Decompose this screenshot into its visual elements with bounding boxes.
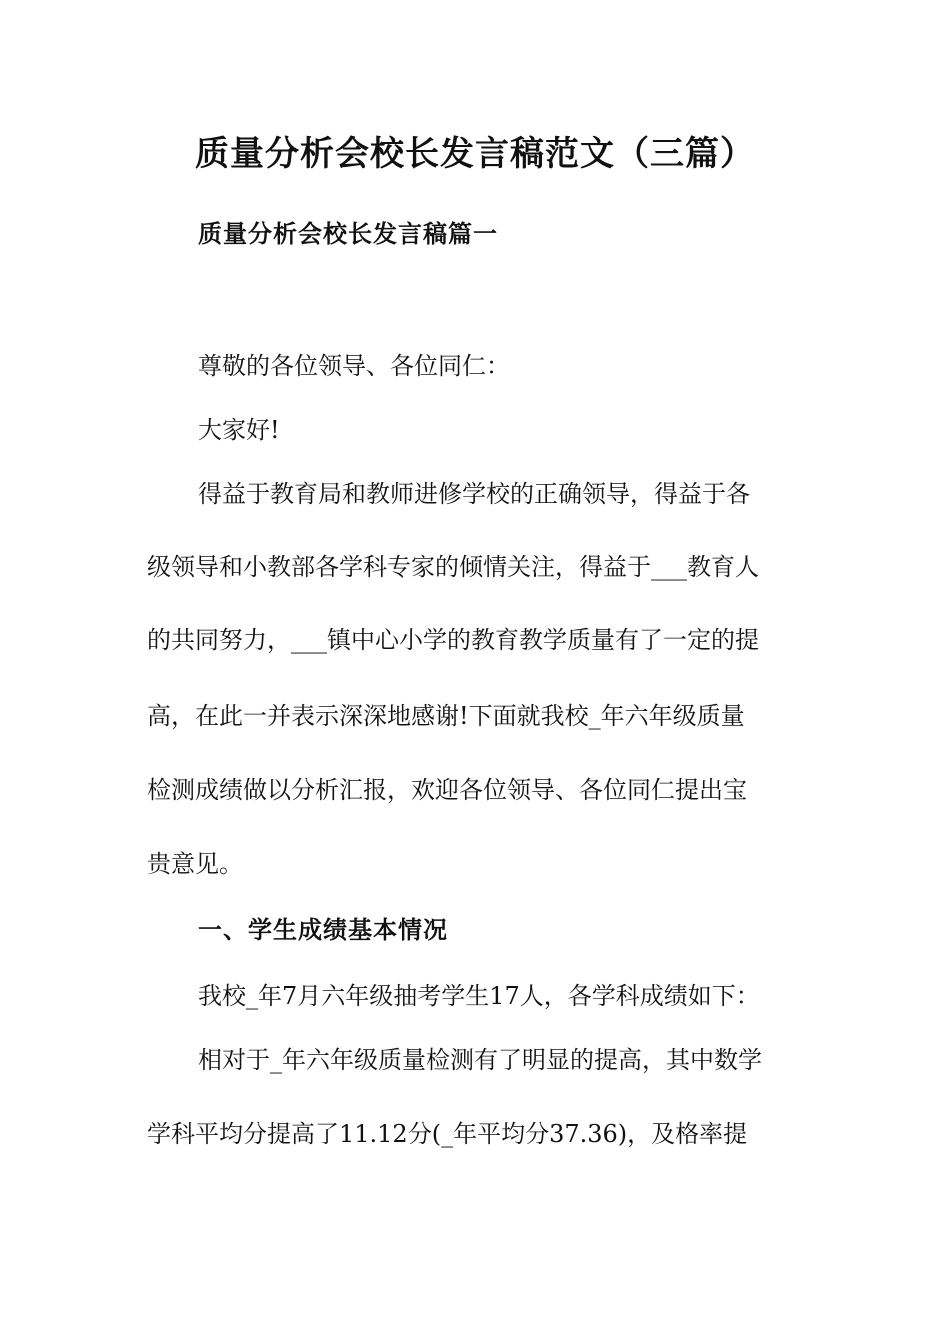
salutation: 尊敬的各位领导、各位同仁： xyxy=(198,352,510,380)
greeting: 大家好! xyxy=(198,416,280,444)
document-title: 质量分析会校长发言稿范文（三篇） xyxy=(195,134,755,174)
paragraph-line: 高，在此一并表示深深地感谢!下面就我校_年六年级质量 xyxy=(147,702,745,730)
paragraph-line: 学科平均分提高了11.12分(_年平均分37.36)，及格率提 xyxy=(147,1120,748,1148)
section-title: 质量分析会校长发言稿篇一 xyxy=(198,220,498,248)
paragraph-line: 级领导和小教部各学科专家的倾情关注，得益于___教育人 xyxy=(147,553,759,581)
paragraph-line: 得益于教育局和教师进修学校的正确领导，得益于各 xyxy=(198,480,750,508)
paragraph-line: 相对于_年六年级质量检测有了明显的提高，其中数学 xyxy=(198,1046,762,1074)
paragraph-line: 检测成绩做以分析汇报，欢迎各位领导、各位同仁提出宝 xyxy=(147,776,747,804)
paragraph-line: 贵意见。 xyxy=(147,850,243,878)
paragraph-line: 的共同努力，___镇中心小学的教育教学质量有了一定的提 xyxy=(147,626,759,654)
paragraph-2: 我校_年7月六年级抽考学生17人，各学科成绩如下： xyxy=(198,982,760,1010)
subheading-student-scores: 一、学生成绩基本情况 xyxy=(198,916,448,944)
